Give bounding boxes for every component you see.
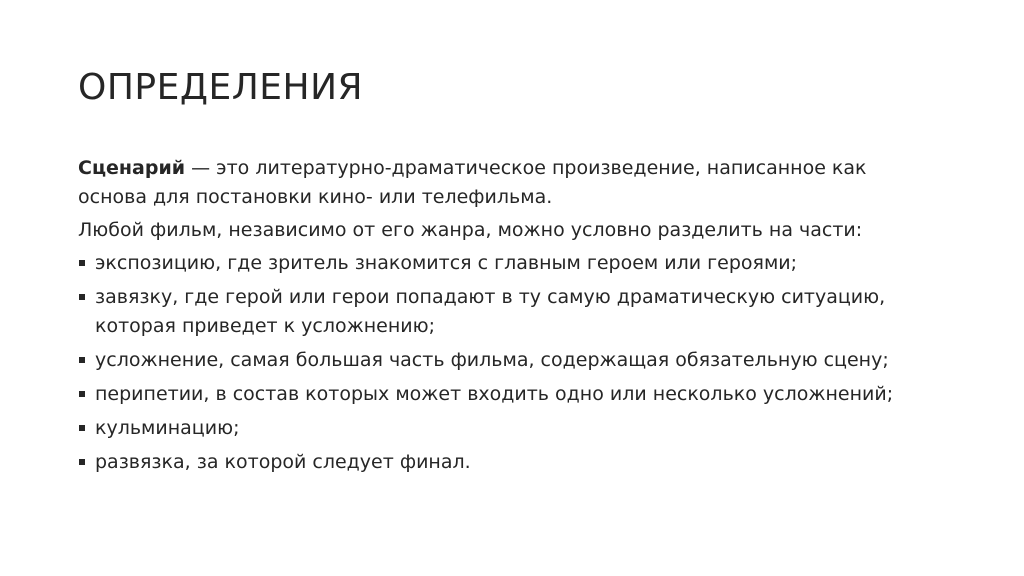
list-item xyxy=(78,346,958,375)
list-item-text-continued: которая приведет к усложнению; xyxy=(95,315,435,337)
definition-term: Сценарий xyxy=(78,157,186,179)
list-item xyxy=(78,283,958,341)
list-item-text: развязка, за которой следует финал. xyxy=(95,451,471,473)
parts-list xyxy=(78,249,958,477)
list-item-text: экспозицию, где зритель знакомится с главным героем или героями; xyxy=(95,252,798,274)
square-bullet-icon xyxy=(79,260,85,266)
square-bullet-icon xyxy=(79,357,85,363)
definition-paragraph xyxy=(78,154,958,212)
list-item-text: завязку, где герой или герои попадают в ту самую драматическую ситуацию, xyxy=(95,286,886,308)
list-item-text: перипетии, в состав которых может входить одно или несколько усложнений; xyxy=(95,383,894,405)
list-item xyxy=(78,414,958,443)
definition-text-line2: основа для постановки кино- или телефильма. xyxy=(78,186,553,208)
square-bullet-icon xyxy=(79,425,85,431)
list-item-text: усложнение, самая большая часть фильма, содержащая обязательную сцену; xyxy=(95,349,889,371)
slide-title: ОПРЕДЕЛЕНИЯ xyxy=(78,67,364,108)
list-item-text: кульминацию; xyxy=(95,417,240,439)
list-item xyxy=(78,448,958,477)
square-bullet-icon xyxy=(79,391,85,397)
definition-text-line1: — это литературно-драматическое произведение, написанное как xyxy=(185,157,867,179)
list-item xyxy=(78,249,958,278)
square-bullet-icon xyxy=(79,459,85,465)
list-item xyxy=(78,380,958,409)
intro-paragraph: Любой фильм, независимо от его жанра, можно условно разделить на части: xyxy=(78,219,863,241)
slide-content xyxy=(78,154,958,482)
square-bullet-icon xyxy=(79,294,85,300)
